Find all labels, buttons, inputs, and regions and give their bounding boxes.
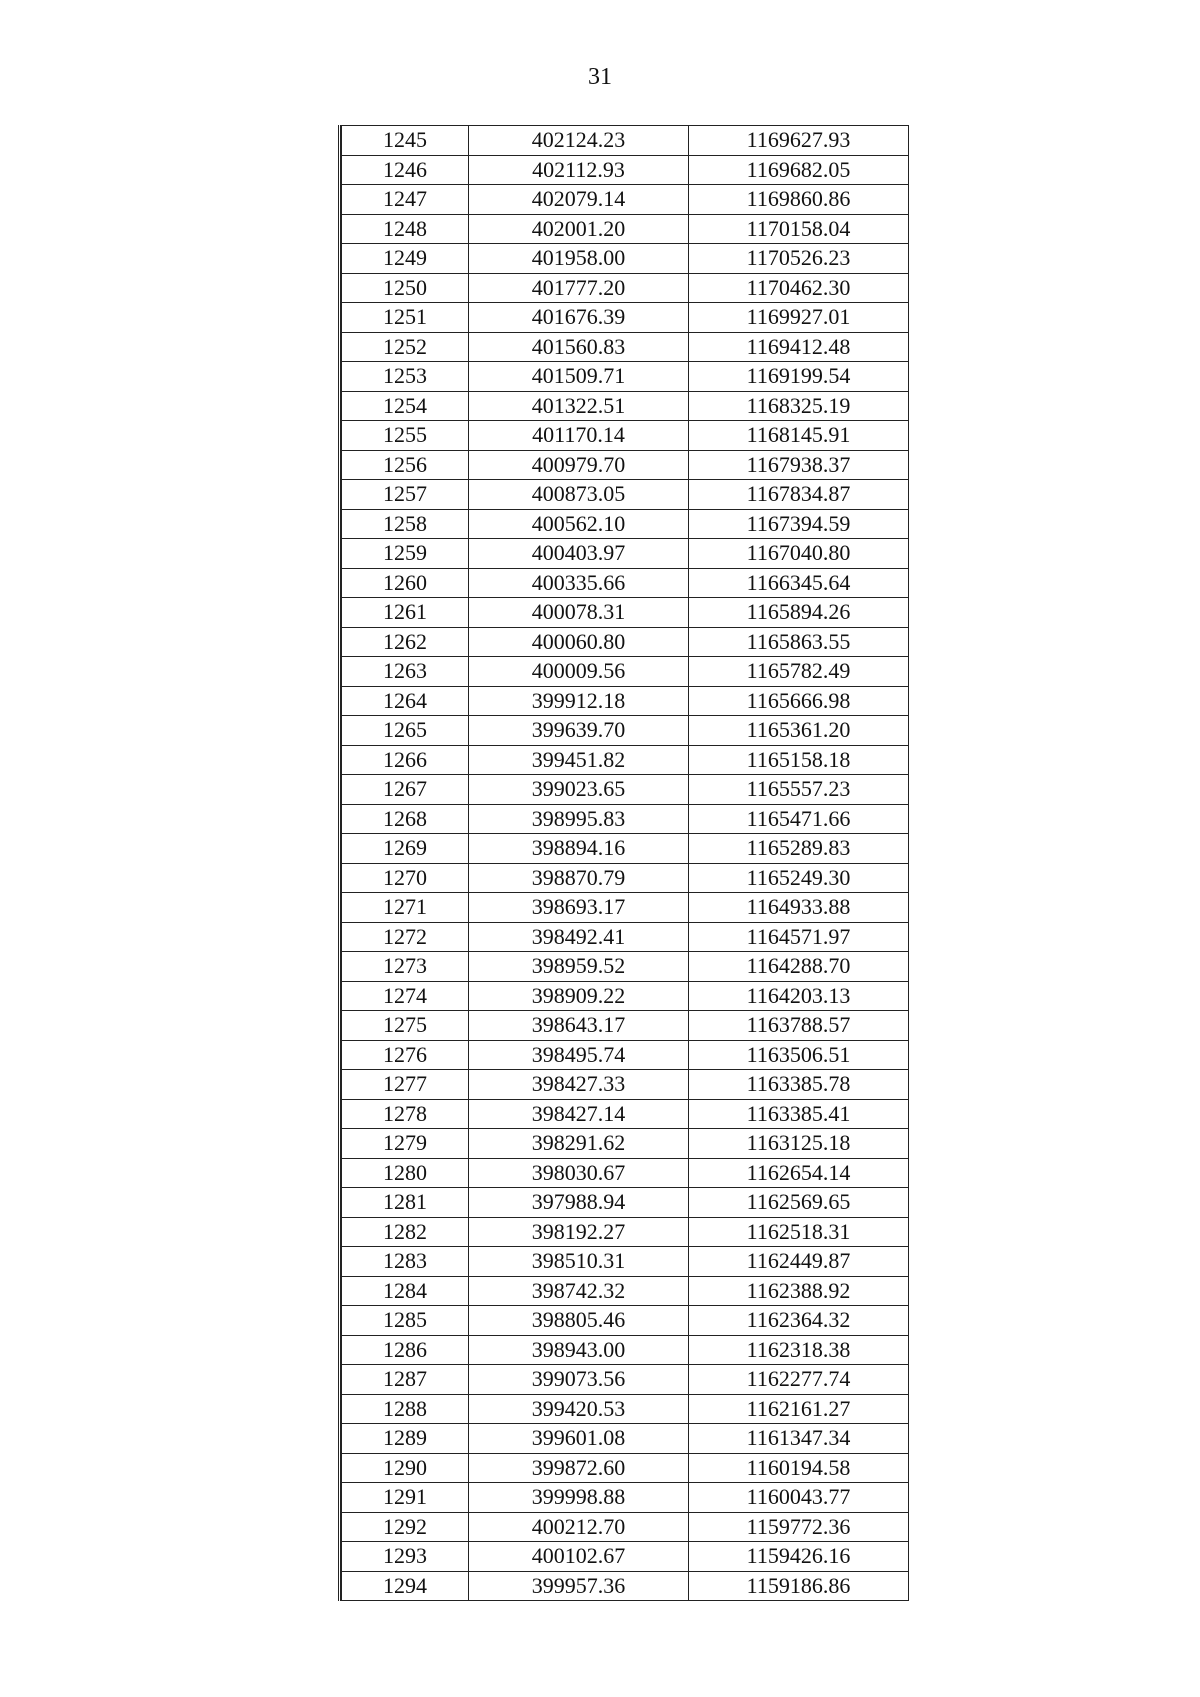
point-number-cell: 1276 xyxy=(342,1040,469,1070)
point-number-cell: 1246 xyxy=(342,155,469,185)
x-coordinate-cell: 401560.83 xyxy=(469,332,689,362)
point-number-cell: 1272 xyxy=(342,922,469,952)
y-coordinate-cell: 1159186.86 xyxy=(689,1571,909,1601)
y-coordinate-cell: 1165894.26 xyxy=(689,598,909,628)
y-coordinate-cell: 1167394.59 xyxy=(689,509,909,539)
y-coordinate-cell: 1162449.87 xyxy=(689,1247,909,1277)
y-coordinate-cell: 1165361.20 xyxy=(689,716,909,746)
y-coordinate-cell: 1162388.92 xyxy=(689,1276,909,1306)
x-coordinate-cell: 398427.33 xyxy=(469,1070,689,1100)
point-number-cell: 1249 xyxy=(342,244,469,274)
table-row xyxy=(342,1099,909,1129)
y-coordinate-cell: 1169199.54 xyxy=(689,362,909,392)
y-coordinate-cell: 1163385.78 xyxy=(689,1070,909,1100)
x-coordinate-cell: 400335.66 xyxy=(469,568,689,598)
point-number-cell: 1262 xyxy=(342,627,469,657)
point-number-cell: 1245 xyxy=(342,126,469,156)
x-coordinate-cell: 398894.16 xyxy=(469,834,689,864)
y-coordinate-cell: 1160043.77 xyxy=(689,1483,909,1513)
point-number-cell: 1287 xyxy=(342,1365,469,1395)
table-row xyxy=(342,1365,909,1395)
x-coordinate-cell: 401509.71 xyxy=(469,362,689,392)
y-coordinate-cell: 1165666.98 xyxy=(689,686,909,716)
y-coordinate-cell: 1167040.80 xyxy=(689,539,909,569)
table-row xyxy=(342,1129,909,1159)
x-coordinate-cell: 398510.31 xyxy=(469,1247,689,1277)
table-row xyxy=(342,627,909,657)
coordinates-table-body xyxy=(342,126,909,1601)
y-coordinate-cell: 1163125.18 xyxy=(689,1129,909,1159)
x-coordinate-cell: 400009.56 xyxy=(469,657,689,687)
table-row xyxy=(342,185,909,215)
table-row xyxy=(342,893,909,923)
y-coordinate-cell: 1162654.14 xyxy=(689,1158,909,1188)
x-coordinate-cell: 399023.65 xyxy=(469,775,689,805)
point-number-cell: 1247 xyxy=(342,185,469,215)
table-row xyxy=(342,273,909,303)
table-row xyxy=(342,981,909,1011)
x-coordinate-cell: 398995.83 xyxy=(469,804,689,834)
x-coordinate-cell: 402001.20 xyxy=(469,214,689,244)
y-coordinate-cell: 1160194.58 xyxy=(689,1453,909,1483)
y-coordinate-cell: 1162318.38 xyxy=(689,1335,909,1365)
table-row xyxy=(342,1394,909,1424)
x-coordinate-cell: 398870.79 xyxy=(469,863,689,893)
x-coordinate-cell: 399912.18 xyxy=(469,686,689,716)
table-row xyxy=(342,450,909,480)
coordinates-table xyxy=(341,125,909,1601)
y-coordinate-cell: 1162569.65 xyxy=(689,1188,909,1218)
x-coordinate-cell: 399957.36 xyxy=(469,1571,689,1601)
y-coordinate-cell: 1166345.64 xyxy=(689,568,909,598)
table-row xyxy=(342,1011,909,1041)
point-number-cell: 1269 xyxy=(342,834,469,864)
y-coordinate-cell: 1169627.93 xyxy=(689,126,909,156)
table-row xyxy=(342,1306,909,1336)
table-row xyxy=(342,863,909,893)
y-coordinate-cell: 1164571.97 xyxy=(689,922,909,952)
point-number-cell: 1248 xyxy=(342,214,469,244)
x-coordinate-cell: 398693.17 xyxy=(469,893,689,923)
point-number-cell: 1274 xyxy=(342,981,469,1011)
point-number-cell: 1289 xyxy=(342,1424,469,1454)
table-row xyxy=(342,1188,909,1218)
y-coordinate-cell: 1165471.66 xyxy=(689,804,909,834)
y-coordinate-cell: 1159772.36 xyxy=(689,1512,909,1542)
point-number-cell: 1251 xyxy=(342,303,469,333)
x-coordinate-cell: 400979.70 xyxy=(469,450,689,480)
x-coordinate-cell: 398909.22 xyxy=(469,981,689,1011)
y-coordinate-cell: 1165782.49 xyxy=(689,657,909,687)
point-number-cell: 1294 xyxy=(342,1571,469,1601)
table-row xyxy=(342,922,909,952)
y-coordinate-cell: 1167938.37 xyxy=(689,450,909,480)
y-coordinate-cell: 1170526.23 xyxy=(689,244,909,274)
point-number-cell: 1273 xyxy=(342,952,469,982)
y-coordinate-cell: 1169860.86 xyxy=(689,185,909,215)
y-coordinate-cell: 1164933.88 xyxy=(689,893,909,923)
point-number-cell: 1286 xyxy=(342,1335,469,1365)
table-row xyxy=(342,1335,909,1365)
point-number-cell: 1264 xyxy=(342,686,469,716)
y-coordinate-cell: 1170158.04 xyxy=(689,214,909,244)
point-number-cell: 1270 xyxy=(342,863,469,893)
table-row xyxy=(342,834,909,864)
point-number-cell: 1293 xyxy=(342,1542,469,1572)
table-row xyxy=(342,303,909,333)
point-number-cell: 1267 xyxy=(342,775,469,805)
y-coordinate-cell: 1162277.74 xyxy=(689,1365,909,1395)
point-number-cell: 1254 xyxy=(342,391,469,421)
x-coordinate-cell: 400078.31 xyxy=(469,598,689,628)
point-number-cell: 1280 xyxy=(342,1158,469,1188)
point-number-cell: 1288 xyxy=(342,1394,469,1424)
x-coordinate-cell: 402112.93 xyxy=(469,155,689,185)
x-coordinate-cell: 400562.10 xyxy=(469,509,689,539)
x-coordinate-cell: 398742.32 xyxy=(469,1276,689,1306)
table-row xyxy=(342,539,909,569)
y-coordinate-cell: 1168325.19 xyxy=(689,391,909,421)
point-number-cell: 1250 xyxy=(342,273,469,303)
x-coordinate-cell: 398492.41 xyxy=(469,922,689,952)
x-coordinate-cell: 398427.14 xyxy=(469,1099,689,1129)
point-number-cell: 1282 xyxy=(342,1217,469,1247)
table-row xyxy=(342,155,909,185)
y-coordinate-cell: 1170462.30 xyxy=(689,273,909,303)
x-coordinate-cell: 400873.05 xyxy=(469,480,689,510)
x-coordinate-cell: 398495.74 xyxy=(469,1040,689,1070)
table-row xyxy=(342,1276,909,1306)
table-row xyxy=(342,1217,909,1247)
x-coordinate-cell: 398291.62 xyxy=(469,1129,689,1159)
table-row xyxy=(342,686,909,716)
table-row xyxy=(342,804,909,834)
y-coordinate-cell: 1164203.13 xyxy=(689,981,909,1011)
table-row xyxy=(342,1158,909,1188)
x-coordinate-cell: 398943.00 xyxy=(469,1335,689,1365)
x-coordinate-cell: 400060.80 xyxy=(469,627,689,657)
x-coordinate-cell: 398192.27 xyxy=(469,1217,689,1247)
table-row xyxy=(342,480,909,510)
table-row xyxy=(342,362,909,392)
point-number-cell: 1265 xyxy=(342,716,469,746)
y-coordinate-cell: 1159426.16 xyxy=(689,1542,909,1572)
point-number-cell: 1268 xyxy=(342,804,469,834)
table-row xyxy=(342,1453,909,1483)
table-row xyxy=(342,745,909,775)
y-coordinate-cell: 1169927.01 xyxy=(689,303,909,333)
table-row xyxy=(342,1512,909,1542)
point-number-cell: 1255 xyxy=(342,421,469,451)
x-coordinate-cell: 399998.88 xyxy=(469,1483,689,1513)
point-number-cell: 1291 xyxy=(342,1483,469,1513)
x-coordinate-cell: 399639.70 xyxy=(469,716,689,746)
y-coordinate-cell: 1165863.55 xyxy=(689,627,909,657)
point-number-cell: 1266 xyxy=(342,745,469,775)
y-coordinate-cell: 1162518.31 xyxy=(689,1217,909,1247)
table-row xyxy=(342,1483,909,1513)
table-row xyxy=(342,657,909,687)
table-row xyxy=(342,421,909,451)
point-number-cell: 1259 xyxy=(342,539,469,569)
point-number-cell: 1271 xyxy=(342,893,469,923)
table-row xyxy=(342,244,909,274)
y-coordinate-cell: 1163788.57 xyxy=(689,1011,909,1041)
y-coordinate-cell: 1163506.51 xyxy=(689,1040,909,1070)
table-row xyxy=(342,1247,909,1277)
x-coordinate-cell: 400212.70 xyxy=(469,1512,689,1542)
x-coordinate-cell: 400403.97 xyxy=(469,539,689,569)
point-number-cell: 1285 xyxy=(342,1306,469,1336)
table-row xyxy=(342,214,909,244)
x-coordinate-cell: 399601.08 xyxy=(469,1424,689,1454)
point-number-cell: 1257 xyxy=(342,480,469,510)
x-coordinate-cell: 401170.14 xyxy=(469,421,689,451)
x-coordinate-cell: 401676.39 xyxy=(469,303,689,333)
x-coordinate-cell: 402079.14 xyxy=(469,185,689,215)
table-row xyxy=(342,775,909,805)
table-row xyxy=(342,716,909,746)
x-coordinate-cell: 399451.82 xyxy=(469,745,689,775)
x-coordinate-cell: 401958.00 xyxy=(469,244,689,274)
point-number-cell: 1290 xyxy=(342,1453,469,1483)
point-number-cell: 1256 xyxy=(342,450,469,480)
point-number-cell: 1283 xyxy=(342,1247,469,1277)
y-coordinate-cell: 1161347.34 xyxy=(689,1424,909,1454)
table-row xyxy=(342,1424,909,1454)
x-coordinate-cell: 399872.60 xyxy=(469,1453,689,1483)
x-coordinate-cell: 397988.94 xyxy=(469,1188,689,1218)
point-number-cell: 1253 xyxy=(342,362,469,392)
point-number-cell: 1277 xyxy=(342,1070,469,1100)
x-coordinate-cell: 401322.51 xyxy=(469,391,689,421)
coordinates-table-container xyxy=(338,125,911,1601)
table-row xyxy=(342,1040,909,1070)
x-coordinate-cell: 399420.53 xyxy=(469,1394,689,1424)
y-coordinate-cell: 1162161.27 xyxy=(689,1394,909,1424)
x-coordinate-cell: 400102.67 xyxy=(469,1542,689,1572)
point-number-cell: 1284 xyxy=(342,1276,469,1306)
x-coordinate-cell: 398643.17 xyxy=(469,1011,689,1041)
point-number-cell: 1292 xyxy=(342,1512,469,1542)
table-row xyxy=(342,598,909,628)
point-number-cell: 1252 xyxy=(342,332,469,362)
table-row xyxy=(342,391,909,421)
table-row xyxy=(342,332,909,362)
table-row xyxy=(342,1571,909,1601)
y-coordinate-cell: 1162364.32 xyxy=(689,1306,909,1336)
x-coordinate-cell: 402124.23 xyxy=(469,126,689,156)
y-coordinate-cell: 1164288.70 xyxy=(689,952,909,982)
y-coordinate-cell: 1168145.91 xyxy=(689,421,909,451)
table-row xyxy=(342,509,909,539)
y-coordinate-cell: 1165289.83 xyxy=(689,834,909,864)
y-coordinate-cell: 1169682.05 xyxy=(689,155,909,185)
x-coordinate-cell: 399073.56 xyxy=(469,1365,689,1395)
table-row xyxy=(342,126,909,156)
point-number-cell: 1263 xyxy=(342,657,469,687)
y-coordinate-cell: 1165249.30 xyxy=(689,863,909,893)
y-coordinate-cell: 1163385.41 xyxy=(689,1099,909,1129)
point-number-cell: 1281 xyxy=(342,1188,469,1218)
table-row xyxy=(342,1070,909,1100)
y-coordinate-cell: 1167834.87 xyxy=(689,480,909,510)
x-coordinate-cell: 401777.20 xyxy=(469,273,689,303)
point-number-cell: 1279 xyxy=(342,1129,469,1159)
x-coordinate-cell: 398959.52 xyxy=(469,952,689,982)
point-number-cell: 1258 xyxy=(342,509,469,539)
y-coordinate-cell: 1169412.48 xyxy=(689,332,909,362)
x-coordinate-cell: 398030.67 xyxy=(469,1158,689,1188)
table-row xyxy=(342,568,909,598)
table-row xyxy=(342,952,909,982)
y-coordinate-cell: 1165557.23 xyxy=(689,775,909,805)
page-number: 31 xyxy=(588,64,612,90)
table-row xyxy=(342,1542,909,1572)
x-coordinate-cell: 398805.46 xyxy=(469,1306,689,1336)
point-number-cell: 1275 xyxy=(342,1011,469,1041)
point-number-cell: 1261 xyxy=(342,598,469,628)
point-number-cell: 1278 xyxy=(342,1099,469,1129)
point-number-cell: 1260 xyxy=(342,568,469,598)
y-coordinate-cell: 1165158.18 xyxy=(689,745,909,775)
